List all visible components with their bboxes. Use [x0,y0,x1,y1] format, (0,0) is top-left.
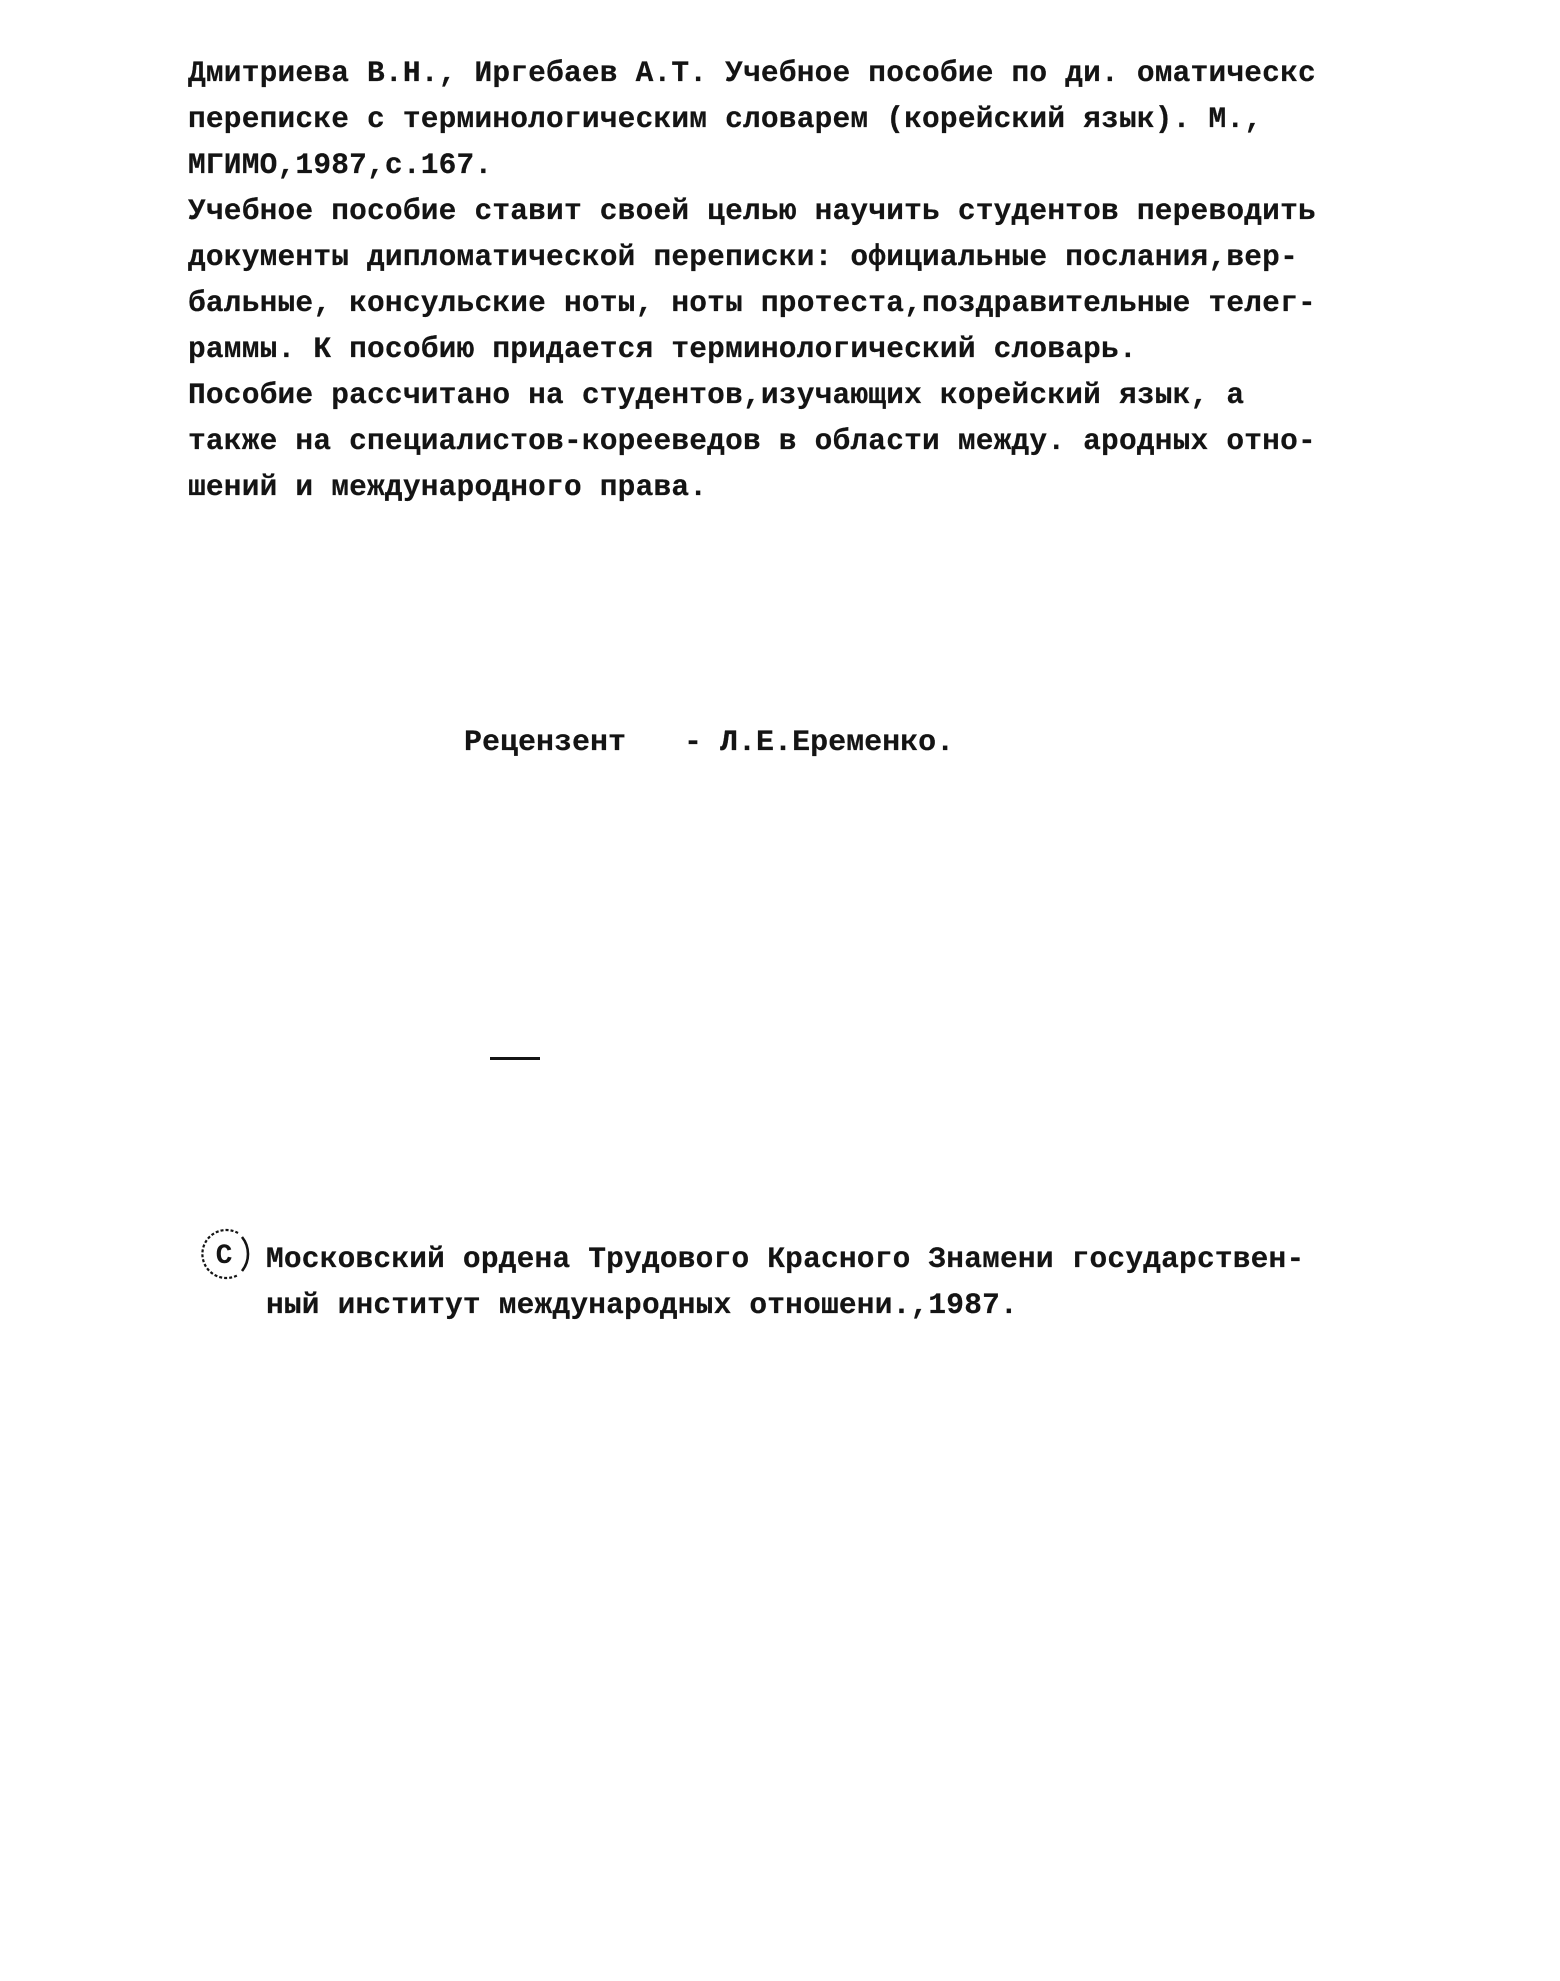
copyright-line: Московский ордена Трудового Красного Знамени государствен- [266,1242,1305,1276]
copyright-notice [266,1236,1366,1328]
abstract-line: переписке с терминологическим словарем (корейский язык). М., [188,102,1263,136]
abstract-line: Дмитриева В.Н., Иргебаев А.Т. Учебное пособие по ди. оматическс [188,56,1316,90]
divider-dash [490,1057,540,1060]
abstract-line: шений и международного права. [188,470,708,504]
copyright-symbol-text: С [215,1241,233,1272]
reviewer-name: - Л.Е.Еременко. [684,726,955,760]
copyright-line: ный институт международных отношени.,1987. [266,1288,1018,1322]
abstract-line: МГИМО,1987,с.167. [188,148,493,182]
abstract-line: раммы. К пособию придается терминологический словарь. [188,332,1137,366]
reviewer-label: Рецензент [464,726,627,760]
abstract-line: бальные, консульские ноты, ноты протеста,поздравительные телег- [188,286,1316,320]
copyright-icon [198,1223,254,1283]
abstract-line: Учебное пособие ставит своей целью научить студентов переводить [188,194,1316,228]
abstract-text [188,50,1358,510]
abstract-line: Пособие рассчитано на студентов,изучающих корейский язык, а [188,378,1245,412]
abstract-line: также на специалистов-корееведов в области между. ародных отно- [188,424,1316,458]
reviewer-credit [392,674,954,812]
abstract-line: документы дипломатической переписки: официальные послания,вер- [188,240,1298,274]
